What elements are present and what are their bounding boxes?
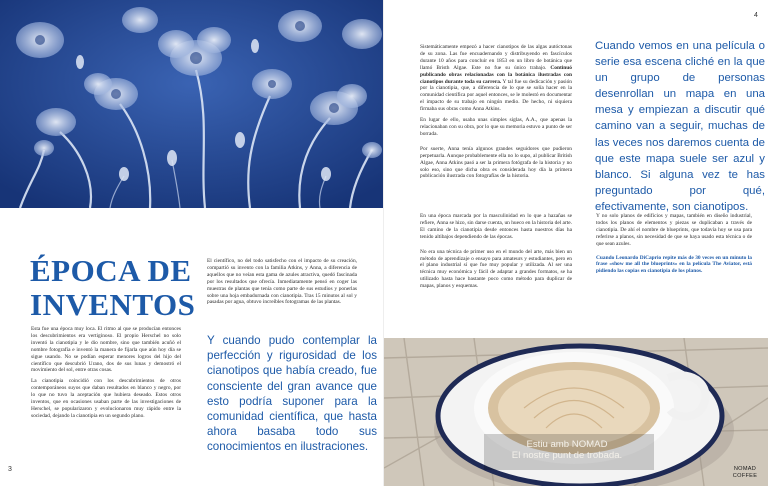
left-column-2 xyxy=(207,258,357,310)
paragraph xyxy=(420,44,572,113)
coffee-cup-photo xyxy=(384,338,768,486)
right-column-2 xyxy=(596,213,752,279)
coffee-advertisement xyxy=(384,338,768,486)
ad-brand-logo xyxy=(724,466,766,480)
text: Sistemáticamente empezó a hacer cianotipos de las algas autóctonas de su zona. Las fue encuadernando y distribuyendo en fascículos durante 10 años para concluir en 1853 en un libro de botánica que llamó Bristh Algae. xyxy=(420,44,572,71)
right-column-1-middle xyxy=(420,213,572,294)
paragraph: En una época marcada por la masculinidad en lo que a hazañas se refiere, Anna se hizo, sin darse cuenta, un hueco en la historia del arte. El camino de la cianotipia desde entonces hasta nuestros días ha tenido altibajos dependiendo de las épocas. xyxy=(420,213,572,240)
right-page xyxy=(384,0,768,486)
text: Este no fue su único trabajo. xyxy=(471,64,547,71)
right-column-1-top xyxy=(420,44,572,184)
paragraph: En lugar de ello, usaba unas simples siglas, A.A., que apenas la relacionaban con su obra, por lo que su memoria estuvo a punto de ser borrada. xyxy=(420,117,572,137)
paragraph: Por suerte, Anna tenía algunos grandes seguidores que pudieron perpetuarla. Aunque probablemente ella no lo supo, al publicar British Algae, Anna Atkins pasó a ser la primera fotógrafa de la historia y no solo eso, sino que dicha obra es considerada hoy día la primera publicación ilustrada con fotografías de la historia. xyxy=(420,145,572,180)
section-heading xyxy=(30,254,230,322)
bold-text: Continuó publicando obras relacionadas con la botánica ilustradas con cianotipos durante toda su carrera. xyxy=(420,64,572,85)
ad-slogan xyxy=(492,439,642,461)
ad-brand-line-2: COFFEE xyxy=(732,473,758,479)
page-number: 4 xyxy=(754,12,758,19)
page-number: 3 xyxy=(8,466,12,473)
pull-quote: Y cuando pudo contemplar la perfección y rigurosidad de los cianotipos que había creado, fue consciente del gran avance que esto podría suponer para la comunidad científica, que hasta ahora basaba todo sus conocimientos en ilustraciones. xyxy=(207,334,377,454)
paragraph: La cianotipia coincidió con los descubrimientos de otros contemporáneos suyos que daban resultados en blanco y negro, por lo que no tuvo la aceptación que hubiera deseado. Estos otros inventos, que en ocasiones usaban parte de las investigaciones de Herschel, se popularizaron y evolucionaron muy rápido entre la sociedad, dejando la cianotipia en un segundo plano. xyxy=(31,378,181,419)
ad-slogan-line-2: El nostre punt de trobada. xyxy=(511,450,623,461)
left-column-1 xyxy=(31,326,181,424)
ad-slogan-line-1: Estiu amb NOMAD xyxy=(526,439,608,450)
paragraph: Y no solo planos de edificios y mapas, también en diseño industrial, todos los planos de elementos y piezas se duplicaban a través de cianotipia. De ahí el nombre de blueprints, que todavía hoy se usa para referirse a planos, sin necesidad de que se haya usado esta técnica o de que sean azules. xyxy=(596,213,752,247)
ad-brand-line-1: NOMAD xyxy=(733,466,757,472)
paragraph: El científico, no del todo satisfecho con el impacto de su creación, compartió su invento con la familia Atkins, y Anna, a diferencia de aquellos que no veían esta gama de azules atractiva, quedó fascinada por los resultados que ofrecía. Inmediatamente pensó en coger las muestras de plantas que tenía como parte de sus estudios y ponerlas sobre una hoja embadurnada con cianotipia. Tras 15 minutos al sol y pasadas por agua, obtuvo increíbles fotogramas de las plantas. xyxy=(207,258,357,306)
cyanotype-flowers-illustration xyxy=(0,0,384,208)
cyanotype-flower-image xyxy=(0,0,384,208)
paragraph-bold: Cuando Leonardo DiCaprio repite más de 30 veces en un minuto la frase «show me all the blueprints» en la película The Aviator, está pidiendo las copias en cianotipia de los planos. xyxy=(596,254,752,275)
text: Y tal fue su dedicación y pasión por la cianotipia, que, a diferencia de lo que se solía hacer en la comunidad científica por aquel entonces, se le molestó en documentar el impacto de su trabajo en ningún medio. De hecho, ni siquiera firmaba sus obras como Anna Atkins. xyxy=(420,78,572,113)
heading-line-1: ÉPOCA DE xyxy=(30,253,192,288)
paragraph: Esta fue una época muy loca. El ritmo al que se producían entonces los descubrimientos era vertiginoso. El propio Herschel no solo inventó la cianotipia y le dio nombre, sino que también acuñó el nombre fotografía e inventó la manera de fijarla que aún hoy día se sigue usando. No se podían esperar menores logros del hijo del científico que descubrió Urano, dos de sus lunas y demostró el movimiento del sol, entre otras cosas. xyxy=(31,326,181,374)
heading-line-2: INVENTOS xyxy=(30,287,196,322)
pull-quote: Cuando vemos en una película o serie esa escena cliché en la que un grupo de personas desenrollan un mapa en una mesa y empiezan a discutir qué camino van a seguir, muchas de las veces nos daremos cuenta de que este mapa suele ser azul y blanco. Si alguna vez te has preguntado por qué, efectivamente, son cianotipos. xyxy=(595,40,765,213)
paragraph: No era una técnica de primer uso en el mundo del arte, más bien un método de aprendizaje o ensayo para amateurs y estudiantes, pero en el plano industrial sí que fue muy popular y utilizada. Al ser una técnica muy económica y fácil de adaptar a grandes formatos, se ha utilizado hasta hace bastante poco como método para duplicar de mapas, planos y esquemas. xyxy=(420,248,572,290)
